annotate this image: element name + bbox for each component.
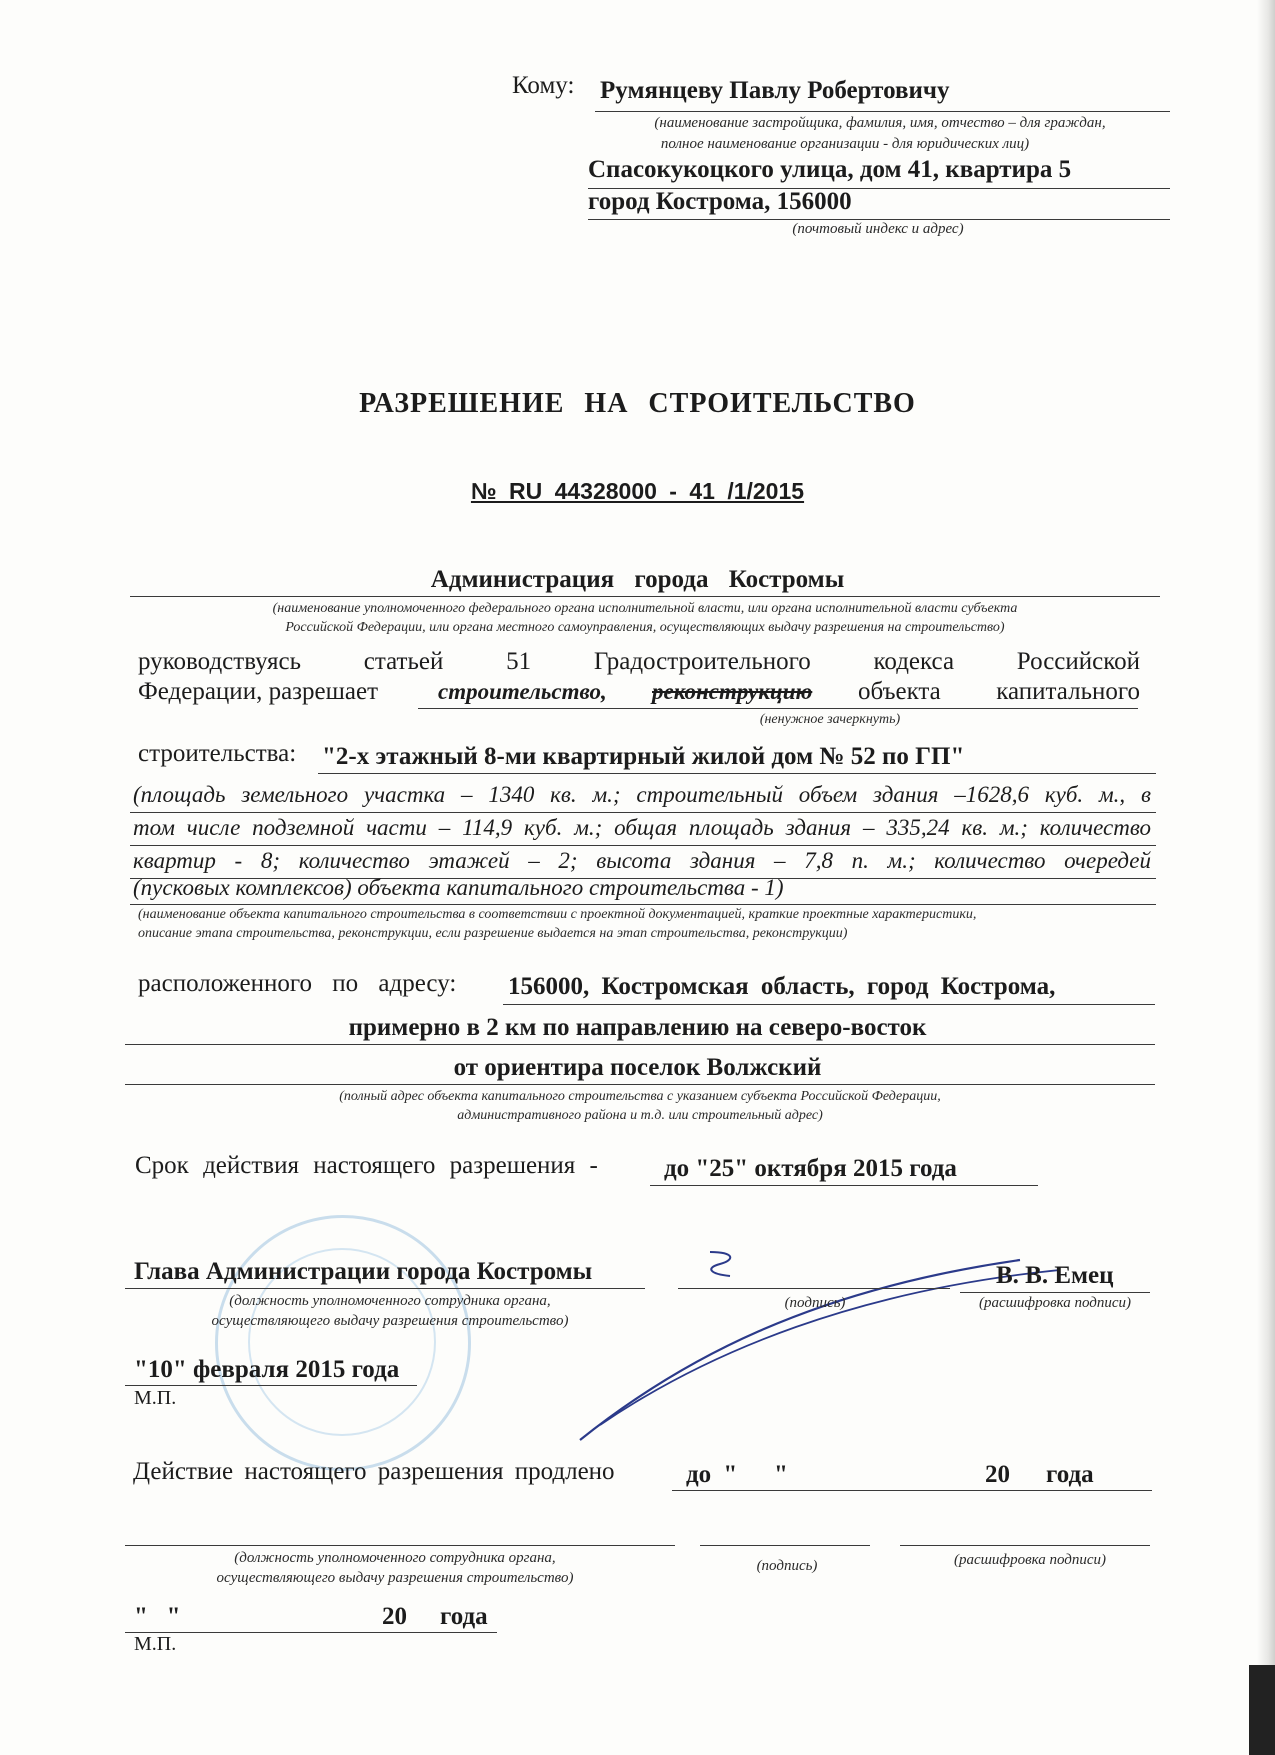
official-seal	[215, 1215, 471, 1471]
authority-hint-1: (наименование уполномоченного федерального органа исполнительной власти, или органа исполнительной власти субъекта	[272, 601, 1018, 616]
signing-date-line	[125, 1385, 417, 1386]
object-name-line	[318, 773, 1156, 774]
recipient-address-1: Спасокукоцкого улица, дом 41, квартира 5	[588, 156, 1072, 183]
location-label: расположенного по адресу:	[138, 970, 457, 997]
body-line-2-suffix: объекта капитального	[858, 678, 1140, 705]
extension-signature-hint: (подпись)	[756, 1558, 818, 1574]
signing-date: "10" февраля 2015 года	[134, 1356, 400, 1383]
extension-date-quotes: " "	[134, 1603, 181, 1630]
validity-line	[650, 1185, 1038, 1186]
extension-date-line	[125, 1632, 497, 1633]
extension-date-suffix: года	[440, 1603, 488, 1630]
extension-position-hint-1: (должность уполномоченного сотрудника органа,	[234, 1550, 556, 1566]
recipient-name-hint-1: (наименование застройщика, фамилия, имя, отчество – для граждан,	[654, 115, 1106, 131]
extension-date-year: 20	[382, 1603, 407, 1630]
validity-value: до "25" октября 2015 года	[664, 1155, 957, 1182]
extension-year-prefix: 20	[985, 1461, 1010, 1488]
to-label: Кому:	[512, 72, 575, 99]
signatory-position-hint-2: осуществляющего выдачу разрешения строительство)	[211, 1313, 569, 1329]
recipient-name-hint-2: полное наименование организации - для юридических лиц)	[660, 136, 1030, 152]
object-details-2: том числе подземной части – 114,9 куб. м.; общая площадь здания – 335,24 кв. м.; количество	[133, 815, 1151, 840]
recipient-name: Румянцеву Павлу Робертовичу	[600, 77, 950, 104]
work-type-kept: строительство,	[438, 679, 607, 704]
extension-position-hint-2: осуществляющего выдачу разрешения строительство)	[216, 1570, 574, 1586]
authority-line	[130, 596, 1160, 597]
extension-label: Действие настоящего разрешения продлено	[133, 1458, 615, 1485]
authority-hint-2: Российской Федерации, или органа местного самоуправления, осуществляющих выдачу разрешения на строительство)	[285, 620, 1005, 635]
stamp-label: М.П.	[134, 1387, 177, 1409]
signatory-position: Глава Администрации города Костромы	[134, 1258, 593, 1285]
extension-year-suffix: года	[1046, 1461, 1094, 1488]
authority-name: Администрация города Костромы	[430, 566, 845, 593]
recipient-address-2: город Кострома, 156000	[588, 188, 852, 215]
extension-name-hint: (расшифровка подписи)	[953, 1552, 1107, 1568]
extension-until-line	[672, 1490, 1152, 1491]
extension-position-line	[125, 1545, 675, 1546]
scan-corner	[1249, 1665, 1275, 1755]
signatory-position-line	[125, 1288, 645, 1289]
location-line-2-rule	[125, 1044, 1155, 1045]
object-details-4: (пусковых комплексов) объекта капитального строительства - 1)	[133, 875, 784, 900]
object-name: "2-х этажный 8-ми квартирный жилой дом № 52 по ГП"	[322, 743, 965, 770]
signatory-name: В. В. Емец	[996, 1262, 1114, 1289]
signatory-name-hint: (расшифровка подписи)	[978, 1295, 1132, 1311]
validity-label: Срок действия настоящего разрешения -	[135, 1152, 598, 1179]
object-label: строительства:	[138, 740, 297, 767]
extension-until: до " "	[686, 1461, 788, 1488]
signature-hint: (подпись)	[784, 1295, 846, 1311]
details-hint-2: описание этапа строительства, реконструкции, если разрешение выдается на этап строительства, реконструкции)	[138, 926, 848, 941]
body-line-2-prefix: Федерации, разрешает	[138, 678, 379, 705]
extension-name-line	[900, 1545, 1150, 1546]
body-line-1: руководствуясь статьей 51 Градостроительного кодекса Российской	[138, 648, 1140, 675]
details-hint-1: (наименование объекта капитального строительства в соответствии с проектной документацией, краткие проектные характеристики,	[138, 907, 977, 922]
location-line-1: 156000, Костромская область, город Кострома,	[508, 973, 1056, 1000]
location-line-3: от ориентира поселок Волжский	[453, 1054, 822, 1081]
recipient-name-line	[595, 111, 1170, 112]
object-details-line-2	[130, 845, 1156, 846]
signature-line	[678, 1288, 950, 1289]
signatory-name-line	[960, 1292, 1150, 1293]
strike-hint: (ненужное зачеркнуть)	[759, 712, 901, 727]
object-details-line-1	[130, 812, 1156, 813]
extension-signature-line	[700, 1545, 870, 1546]
permit-number: № RU 44328000 - 41 /1/2015	[470, 478, 805, 504]
object-details-3: квартир - 8; количество этажей – 2; высота здания – 7,8 п. м.; количество очередей	[133, 848, 1151, 873]
work-type-line	[418, 708, 1138, 709]
location-line-1-rule	[503, 1004, 1155, 1005]
object-details-1: (площадь земельного участка – 1340 кв. м.; строительный объем здания –1628,6 куб. м., в	[133, 782, 1151, 807]
extension-stamp-label: М.П.	[134, 1633, 177, 1655]
document-title: РАЗРЕШЕНИЕ НА СТРОИТЕЛЬСТВО	[359, 388, 916, 419]
location-hint-2: административного района и т.д. или строительный адрес)	[457, 1108, 823, 1123]
recipient-address-hint: (почтовый индекс и адрес)	[792, 221, 964, 237]
page-edge-shadow	[1257, 0, 1275, 1755]
location-line-2: примерно в 2 км по направлению на северо-восток	[348, 1014, 927, 1041]
work-type-struck: реконструкцию	[652, 679, 813, 704]
location-line-3-rule	[125, 1084, 1155, 1085]
signatory-position-hint-1: (должность уполномоченного сотрудника органа,	[229, 1293, 551, 1309]
location-hint-1: (полный адрес объекта капитального строительства с указанием субъекта Российской Федерации,	[339, 1089, 941, 1104]
